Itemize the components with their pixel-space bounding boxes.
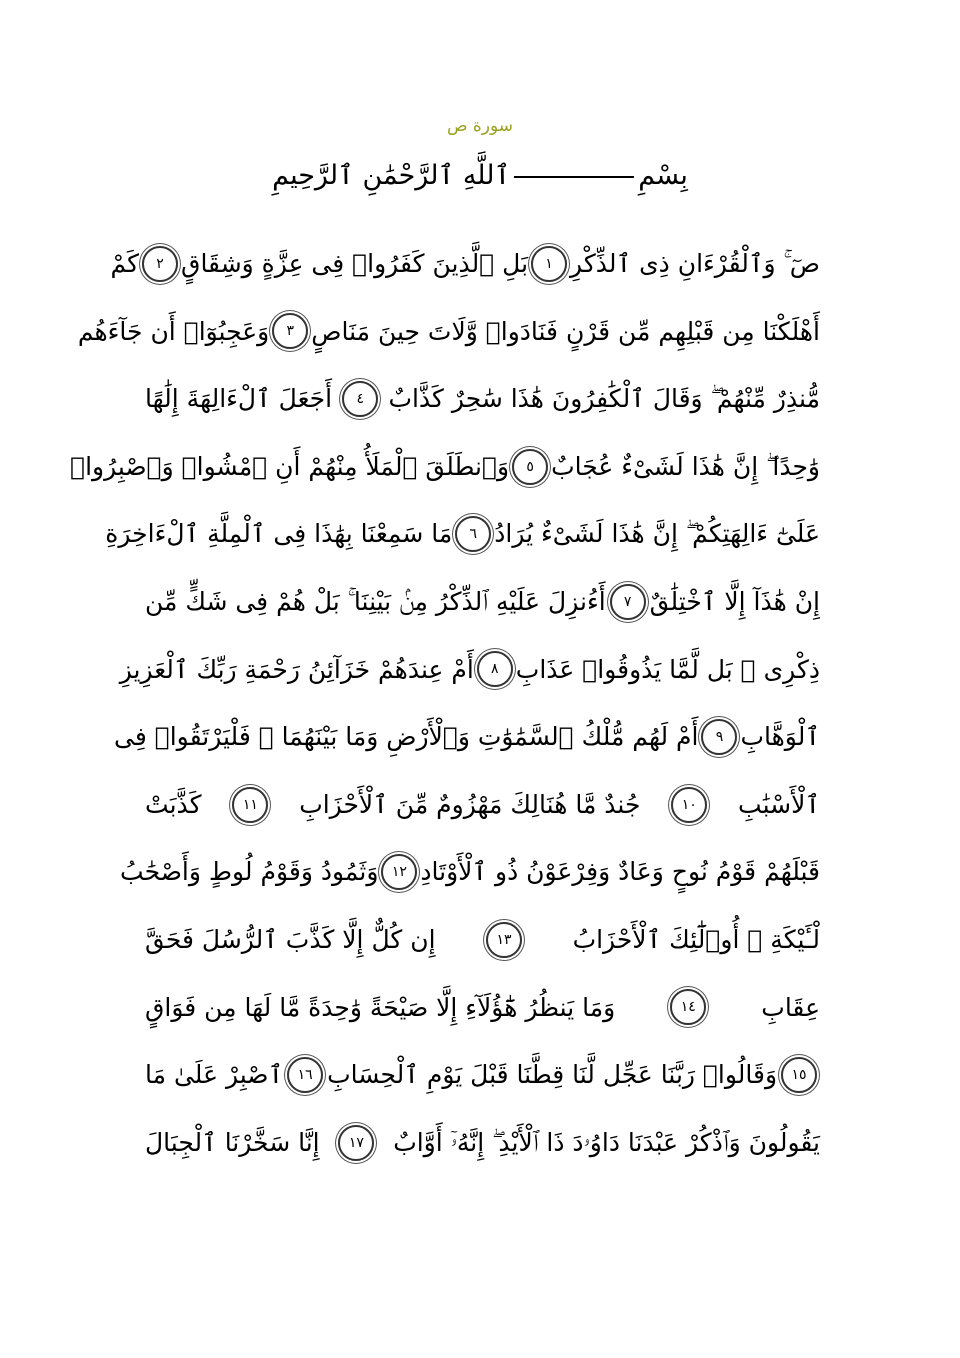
text-line (145, 1109, 820, 1177)
ayah-number-marker: ١٠ (671, 787, 707, 823)
text-line (70, 433, 820, 501)
ayah-number-marker: ١٣ (486, 922, 522, 958)
ayah-number-marker: ١٥ (781, 1057, 817, 1093)
verse-text: قَبْلَهُمْ قَوْمُ نُوحٍ وَعَادٌ وَفِرْعَوْنُ ذُو ٱلْأَوْتَادِ (420, 857, 820, 887)
ayah-number-marker: ١٦ (287, 1057, 323, 1093)
ayah-number-marker: ١٧ (338, 1125, 374, 1161)
text-line (145, 568, 820, 636)
verse-text: عَلَىٰٓ ءَالِهَتِكُمْ ۖ إِنَّ هَٰذَا لَشَىْءٌ يُرَادُ (494, 519, 820, 549)
text-line (145, 365, 820, 433)
verse-text: مَا سَمِعْنَا بِهَٰذَا فِى ٱلْمِلَّةِ ٱلْءَاخِرَةِ (105, 519, 453, 549)
verse-text: كَذَّبَتْ (145, 789, 202, 819)
ayah-number-marker: ٨ (477, 651, 513, 687)
text-line (145, 1041, 820, 1109)
ayah-number-marker: ٦ (455, 516, 491, 552)
ayah-number-marker: ١٢ (381, 854, 417, 890)
surah-title: سورة ص (446, 116, 514, 136)
verse-text: وَعَجِبُوٓا۟ أَن جَآءَهُم (77, 316, 270, 346)
verse-text: يَقُولُونَ وَٱذْكُرْ عَبْدَنَا دَاوُۥدَ ذَا ٱلْأَيْدِ ۖ إِنَّهُۥٓ أَوَّابٌ (393, 1127, 820, 1157)
verse-text: أَمْ لَهُم مُّلْكُ ٱلسَّمَٰوَٰتِ وَٱلْأَرْضِ وَمَا بَيْنَهُمَا ۖ فَلْيَرْتَقُوا۟ فِى (114, 722, 699, 752)
verse-text: أَجَعَلَ ٱلْءَالِهَةَ إِلَٰهًا (145, 384, 333, 414)
ayah-number-marker: ٥ (512, 449, 548, 485)
ayah-number-marker: ١٤ (670, 989, 706, 1025)
basmala-extension (514, 176, 634, 178)
ayah-number-marker: ٤ (342, 381, 378, 417)
verse-text: لْـَٔيْكَةِ ۚ أُو۟لَٰٓئِكَ ٱلْأَحْزَابُ (572, 924, 820, 954)
quran-text-body (70, 230, 820, 1176)
text-line (120, 838, 820, 906)
verse-text: ٱلْأَسْبَٰبِ (738, 789, 820, 819)
verse-text: أَءُنزِلَ عَلَيْهِ ٱلذِّكْرُ مِنۢ بَيْنِنَا ۚ بَلْ هُمْ فِى شَكٍّ مِّن (145, 586, 606, 616)
text-line (145, 974, 820, 1042)
verse-text: ذِكْرِى ۖ بَل لَّمَّا يَذُوقُوا۟ عَذَابِ (515, 654, 820, 684)
ayah-number-marker: ٢ (142, 246, 178, 282)
verse-text: عِقَابِ (761, 992, 820, 1022)
text-line (145, 771, 820, 839)
verse-text: وَمَا يَنظُرُ هَٰٓؤُلَآءِ إِلَّا صَيْحَةً وَٰحِدَةً مَّا لَهَا مِن فَوَاقٍ (145, 992, 616, 1022)
verse-text: ٱلْوَهَّابِ (740, 722, 820, 752)
ayah-number-marker: ٧ (610, 584, 646, 620)
ayah-number-marker: ٩ (701, 719, 737, 755)
text-line (114, 703, 820, 771)
verse-text: صٓ ۚ وَٱلْقُرْءَانِ ذِى ٱلذِّكْرِ (570, 249, 820, 278)
verse-text: أَهْلَكْنَا مِن قَبْلِهِم مِّن قَرْنٍ فَنَادَوا۟ وَّلَاتَ حِينَ مَنَاصٍ (311, 316, 820, 346)
verse-text: وَٱنطَلَقَ ٱلْمَلَأُ مِنْهُمْ أَنِ ٱمْشُوا۟ وَٱصْبِرُوا۟ (70, 451, 510, 481)
verse-text: إِنَّا سَخَّرْنَا ٱلْجِبَالَ (145, 1127, 320, 1157)
basmala-bism: بِسْمِ (638, 160, 688, 191)
ayah-number-marker: ١١ (232, 787, 268, 823)
text-line (77, 298, 820, 366)
basmala (0, 160, 960, 191)
verse-text: مُّنذِرٌ مِّنْهُمْ ۖ وَقَالَ ٱلْكَٰفِرُونَ هَٰذَا سَٰحِرٌ كَذَّابٌ (388, 384, 820, 414)
ayah-number-marker: ٣ (272, 313, 308, 349)
text-line (145, 906, 820, 974)
verse-text: كَمْ (110, 249, 140, 278)
verse-text: أَمْ عِندَهُمْ خَزَآئِنُ رَحْمَةِ رَبِّكَ ٱلْعَزِيزِ (119, 654, 474, 684)
text-line (119, 636, 820, 704)
verse-text: إِن كُلٌّ إِلَّا كَذَّبَ ٱلرُّسُلَ فَحَقَّ (145, 924, 436, 954)
text-line (110, 230, 820, 298)
verse-text: وَقَالُوا۟ رَبَّنَا عَجِّل لَّنَا قِطَّنَا قَبْلَ يَوْمِ ٱلْحِسَابِ (327, 1060, 778, 1090)
verse-text: ٱصْبِرْ عَلَىٰ مَا (145, 1060, 284, 1090)
verse-text: وَثَمُودُ وَقَوْمُ لُوطٍ وَأَصْحَٰبُ (120, 857, 379, 887)
verse-text: إِنْ هَٰذَآ إِلَّا ٱخْتِلَٰقٌ (649, 586, 820, 616)
verse-text: بَلِ ٱلَّذِينَ كَفَرُوا۟ فِى عِزَّةٍ وَشِقَاقٍ (181, 249, 529, 278)
text-line (105, 500, 820, 568)
basmala-rest: ٱللَّهِ ٱلرَّحْمَٰنِ ٱلرَّحِيمِ (272, 160, 511, 191)
verse-text: وَٰحِدًا ۖ إِنَّ هَٰذَا لَشَىْءٌ عُجَابٌ (551, 451, 820, 481)
ayah-number-marker: ١ (531, 246, 567, 282)
verse-text: جُندٌ مَّا هُنَالِكَ مَهْزُومٌ مِّنَ ٱلْأَحْزَابِ (299, 789, 641, 819)
